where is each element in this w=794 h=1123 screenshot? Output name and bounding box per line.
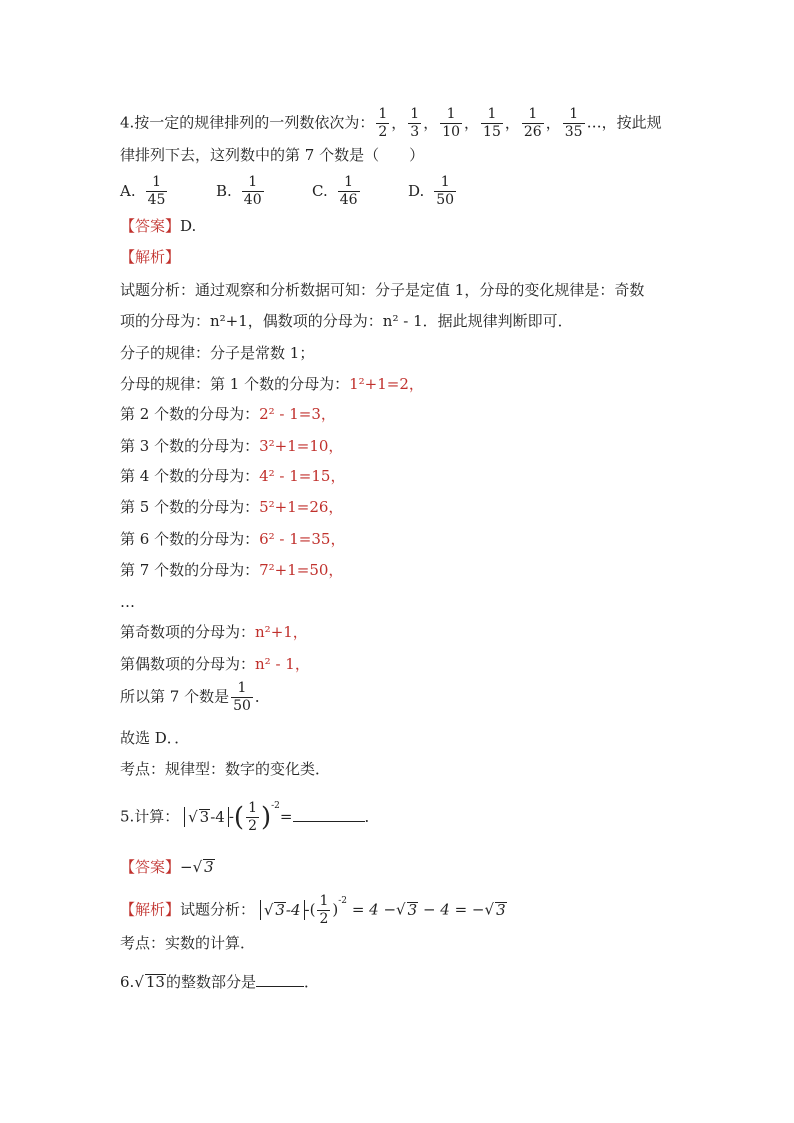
q5-half-den: 2 [248, 818, 257, 834]
seq-fraction-num: 1 [446, 106, 456, 122]
seq-separator: ， [545, 113, 561, 132]
option-c[interactable] [312, 174, 408, 209]
seq-separator: ， [391, 113, 407, 132]
option-num: 1 [248, 174, 258, 190]
q5-analysis-half [317, 893, 330, 928]
option-den: 40 [243, 192, 262, 208]
even-rule-expr: n² - 1， [255, 655, 310, 673]
q5-analysis-minus4: -4 [285, 900, 301, 919]
step-prefix: 第 7 个数的分母为： [120, 561, 260, 579]
seq-fraction [522, 106, 544, 141]
q5-analysis [120, 893, 507, 928]
q5-stem [120, 800, 380, 835]
step-prefix: 第 6 个数的分母为： [120, 530, 260, 548]
q4-analysis-line1: 试题分析：通过观察和分析数据可知：分子是定值 1，分母的变化规律是：奇数 [120, 281, 645, 299]
option-fraction [338, 174, 360, 209]
seq-fraction-den: 15 [483, 124, 501, 140]
analysis-tag: 【解析】 [120, 248, 181, 266]
odd-rule-label: 第奇数项的分母为： [120, 623, 256, 641]
option-num: 1 [344, 174, 354, 190]
q4-analysis-line2: 项的分母为：n²+1，偶数项的分母为：n² - 1．据此规律判断即可． [120, 312, 573, 330]
option-num: 1 [440, 174, 450, 190]
answer-value: D. [180, 217, 197, 235]
q6-sqrt-arg: 13 [145, 973, 165, 991]
q4-topic: 考点：规律型：数字的变化类． [120, 760, 331, 778]
seq-fraction-den: 35 [564, 124, 583, 140]
seq-fraction-den: 26 [523, 124, 542, 140]
conclusion-suffix: ． [254, 687, 270, 706]
q5-analysis-radical: √ [396, 900, 406, 919]
step-prefix: 第 5 个数的分母为： [120, 498, 260, 516]
q5-sqrt-arg: 3 [199, 807, 210, 826]
q5-analysis-half-den: 2 [319, 911, 329, 927]
seq-fraction-num: 1 [410, 106, 420, 122]
conclusion-den: 50 [233, 698, 251, 714]
denominator-step [120, 404, 336, 424]
q5-analysis-abs: √ 3-4 [260, 900, 305, 920]
denominator-step [120, 374, 424, 394]
denominator-step [120, 497, 343, 517]
seq-fraction [481, 106, 503, 141]
q4-stem-line1 [120, 106, 662, 141]
q5-analysis-radical2: √ [484, 900, 495, 919]
option-num: 1 [152, 174, 161, 190]
denominator-step [120, 436, 343, 456]
seq-fraction [440, 106, 462, 141]
option-label: D. [408, 181, 425, 200]
q6-period: ． [303, 973, 319, 991]
q5-analysis-exponent: -2 [338, 895, 348, 906]
q4-seq-ellipsis: … [586, 113, 602, 132]
q5-left-paren: ( [233, 802, 245, 833]
q5-analysis-rparen: ) [332, 900, 339, 919]
option-den: 45 [147, 192, 166, 208]
q5-analysis-tag: 【解析】 [120, 900, 181, 919]
q5-minus: - [228, 807, 234, 826]
step-expr: 4² - 1=15， [259, 467, 346, 485]
conclusion-prefix: 所以第 7 个数是 [120, 687, 230, 706]
option-a[interactable] [120, 174, 216, 209]
option-fraction [242, 174, 264, 209]
q5-analysis-sqrt: 3 [275, 900, 285, 919]
option-fraction [434, 174, 456, 209]
q5-analysis-sqrt2: 3 [407, 900, 418, 919]
seq-fraction-num: 1 [569, 106, 579, 122]
q5-analysis-minus: - [304, 900, 310, 919]
odd-rule-expr: n²+1， [255, 623, 308, 641]
q4-option-list [120, 174, 504, 208]
seq-separator: ， [423, 113, 439, 132]
seq-separator: ， [504, 113, 520, 132]
step-prefix: 第 3 个数的分母为： [120, 437, 260, 455]
option-label: C. [312, 181, 328, 200]
option-den: 46 [339, 192, 358, 208]
q5-blank[interactable] [293, 807, 365, 822]
q4-stem-prefix: 4.按一定的规律排列的一列数依次为： [120, 113, 375, 132]
seq-fraction-num: 1 [378, 106, 388, 122]
conclusion-fraction [231, 680, 253, 715]
seq-fraction-num: 1 [487, 106, 497, 122]
q4-answer [120, 216, 196, 236]
q5-equals: = [279, 807, 293, 826]
even-rule-label: 第偶数项的分母为： [120, 655, 256, 673]
step-expr: 3²+1=10， [259, 437, 344, 455]
q5-answer-sqrt: 3 [204, 858, 214, 876]
seq-fraction-den: 10 [442, 124, 461, 140]
q4-rule-numerator: 分子的规律：分子是常数 1； [120, 344, 315, 362]
rule-denominator-prefix: 分母的规律： [120, 375, 211, 393]
q4-stem-line2: 律排列下去，这列数中的第 7 个数是（ ） [120, 146, 425, 164]
step-prefix: 第 1 个数的分母为： [210, 375, 350, 393]
q5-exponent: -2 [271, 800, 280, 811]
seq-fraction-num: 1 [528, 106, 538, 122]
q4-conclusion [120, 680, 270, 715]
q5-analysis-tail: = 4 − [351, 900, 397, 919]
q5-analysis-lparen: ( [309, 900, 316, 919]
q5-period: ． [364, 807, 380, 826]
q6-prefix: 6. [120, 973, 135, 991]
step-expr: 2² - 1=3， [259, 405, 336, 423]
denominator-step [120, 560, 343, 580]
q5-answer-radical: √ [192, 858, 203, 876]
q4-odd-rule [120, 622, 308, 642]
q4-choice: 故选 D．． [120, 729, 190, 747]
step-prefix: 第 2 个数的分母为： [120, 405, 260, 423]
option-fraction [146, 174, 168, 209]
option-label: B. [216, 181, 232, 200]
q6-stem [120, 972, 319, 992]
denominator-step [120, 466, 345, 486]
q5-right-paren: ) [260, 802, 272, 833]
step-expr: 7²+1=50， [259, 561, 344, 579]
step-expr: 6² - 1=35， [259, 530, 346, 548]
seq-fraction [376, 106, 389, 141]
option-d[interactable] [408, 174, 504, 209]
q5-analysis-sqrt3: 3 [496, 900, 506, 919]
q4-stem-suffix: ，按此规 [601, 113, 662, 132]
seq-fraction-den: 2 [378, 124, 388, 140]
step-prefix: 第 4 个数的分母为： [120, 467, 260, 485]
seq-fraction-den: 3 [410, 124, 420, 140]
q6-blank[interactable] [256, 972, 304, 987]
seq-separator: ， [464, 113, 480, 132]
step-expr: 5²+1=26， [259, 498, 344, 516]
q4-sequence [374, 106, 586, 140]
q4-ellipsis: … [120, 593, 135, 611]
q6-mid: 的整数部分是 [165, 973, 256, 991]
denominator-step [120, 529, 345, 549]
conclusion-num: 1 [237, 680, 247, 696]
option-den: 50 [436, 192, 455, 208]
option-b[interactable] [216, 174, 312, 209]
q5-analysis-tail2: − 4 = − [422, 900, 485, 919]
q4-even-rule [120, 654, 310, 674]
q5-abs-expr: √ 3-4 [184, 807, 229, 827]
q5-topic: 考点：实数的计算． [120, 934, 256, 952]
q5-analysis-prefix: 试题分析： [180, 900, 256, 919]
q4-options [120, 174, 504, 209]
q4-analysis-tag [120, 247, 180, 267]
q5-analysis-half-num: 1 [319, 893, 329, 909]
q5-stem-prefix: 5.计算： [120, 807, 180, 826]
step-expr: 1²+1=2， [349, 375, 424, 393]
option-label: A. [120, 181, 136, 200]
answer-tag: 【答案】 [120, 217, 181, 235]
q6-radical: √ [134, 973, 144, 991]
q5-half-num: 1 [248, 800, 257, 816]
q5-minus4: -4 [210, 807, 225, 826]
seq-fraction [563, 106, 585, 141]
q5-answer-minus: − [180, 858, 193, 876]
q5-answer-tag: 【答案】 [120, 858, 181, 876]
seq-fraction [408, 106, 421, 141]
q5-answer [120, 857, 215, 877]
q5-half [246, 800, 259, 835]
